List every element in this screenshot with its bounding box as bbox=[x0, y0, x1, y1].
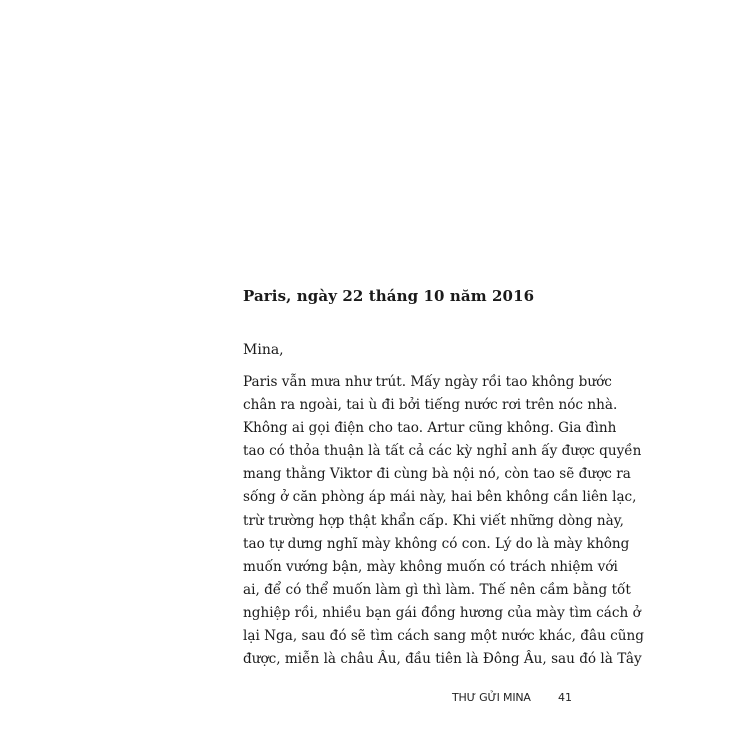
body-line: nghiệp rồi, nhiều bạn gái đồng hương của mày tìm cách ở bbox=[243, 604, 641, 621]
body-line: mang thằng Viktor đi cùng bà nội nó, còn tao sẽ được ra bbox=[243, 466, 631, 483]
body-line: trừ trường hợp thật khẩn cấp. Khi viết những dòng này, bbox=[243, 512, 624, 529]
letter-salutation: Mina, bbox=[243, 342, 284, 358]
page-number: 41 bbox=[558, 691, 572, 704]
letter-date-heading: Paris, ngày 22 tháng 10 năm 2016 bbox=[243, 287, 535, 305]
body-line: chân ra ngoài, tai ù đi bởi tiếng nước rơi trên nóc nhà. bbox=[243, 397, 618, 414]
body-line: tao có thỏa thuận là tất cả các kỳ nghỉ anh ấy được quyền bbox=[243, 443, 642, 460]
body-line: tao tự dưng nghĩ mày không có con. Lý do là mày không bbox=[243, 535, 630, 552]
body-line: được, miễn là châu Âu, đầu tiên là Đông Âu, sau đó là Tây bbox=[243, 651, 642, 668]
body-line: lại Nga, sau đó sẽ tìm cách sang một nước khác, đâu cũng bbox=[243, 628, 645, 645]
body-line: ai, để có thể muốn làm gì thì làm. Thế nên cầm bằng tốt bbox=[243, 581, 631, 598]
body-line: Không ai gọi điện cho tao. Artur cũng không. Gia đình bbox=[243, 420, 617, 437]
body-line: muốn vướng bận, mày không muốn có trách nhiệm với bbox=[243, 558, 618, 575]
body-line: sống ở căn phòng áp mái này, hai bên không cần liên lạc, bbox=[243, 489, 637, 506]
letter-body bbox=[243, 371, 645, 671]
running-title: THƯ GỬI MINA bbox=[452, 691, 531, 704]
body-line: Paris vẫn mưa như trút. Mấy ngày rồi tao không bước bbox=[243, 374, 612, 390]
